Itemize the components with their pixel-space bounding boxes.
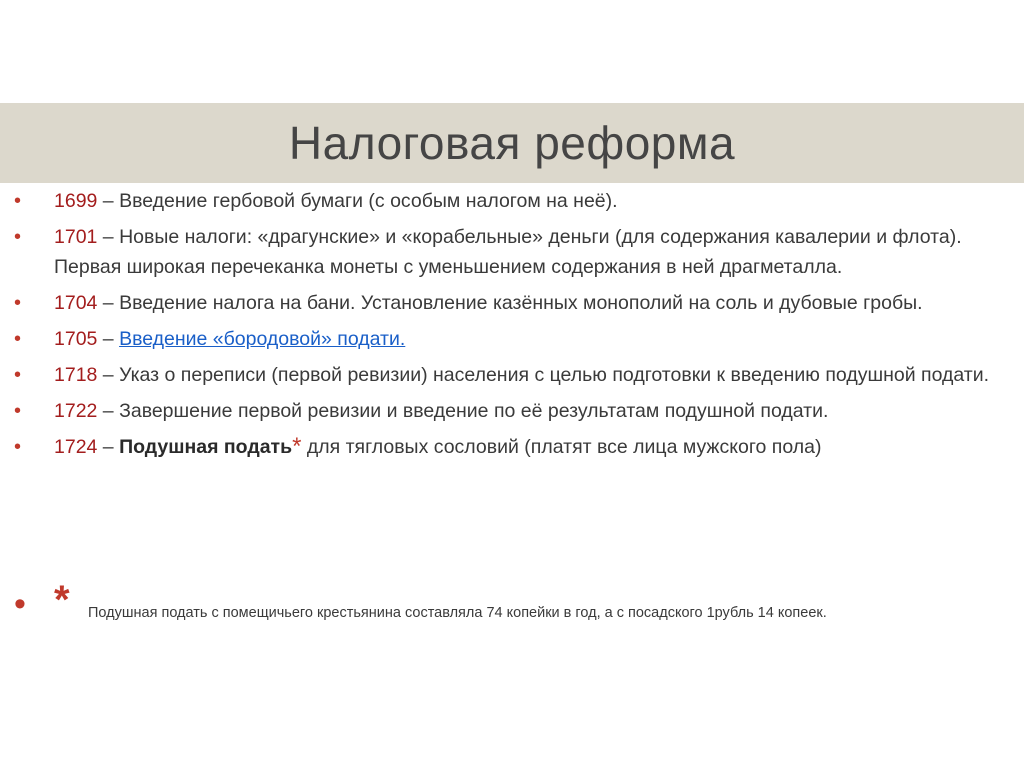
bullet-list (14, 186, 1004, 468)
separator: – (97, 328, 120, 350)
beard-tax-link[interactable]: Введение «бородовой» подати. (119, 328, 406, 350)
item-text: для тягловых сословий (платят все лица мужского пола) (301, 436, 822, 458)
bullet-icon: • (14, 400, 22, 422)
item-text: Новые налоги: «драгунские» и «корабельные» деньги (для содержания кавалерии и флота). Первая широкая перечеканка монеты с уменьшением содержания в ней драгметалла. (54, 226, 962, 278)
bullet-icon: • (14, 364, 22, 386)
year: 1699 (54, 190, 98, 212)
separator: – (97, 436, 120, 458)
bullet-icon: • (14, 292, 22, 314)
separator: – (97, 190, 120, 212)
asterisk-icon: * (54, 578, 70, 622)
item-text: Введение налога на бани. Установление казённых монополий на соль и дубовые гробы. (119, 292, 923, 314)
list-item (14, 396, 1004, 426)
list-item (14, 432, 1004, 462)
item-text: Завершение первой ревизии и введение по её результатам подушной подати. (119, 400, 829, 422)
separator: – (97, 400, 120, 422)
item-text: Введение гербовой бумаги (с особым налогом на неё). (119, 190, 618, 212)
year: 1724 (54, 436, 98, 458)
poll-tax-term: Подушная подать (119, 436, 293, 458)
year: 1722 (54, 400, 98, 422)
year: 1705 (54, 328, 98, 350)
year: 1704 (54, 292, 98, 314)
separator: – (97, 226, 120, 248)
year: 1701 (54, 226, 98, 248)
page-title: Налоговая реформа (288, 117, 736, 169)
bullet-icon: • (14, 585, 26, 623)
bullet-icon: • (14, 226, 22, 248)
list-item (14, 222, 1004, 282)
separator: – (97, 292, 120, 314)
item-text: Указ о переписи (первой ревизии) населения с целью подготовки к введению подушной подати. (119, 364, 990, 386)
year: 1718 (54, 364, 98, 386)
bullet-icon: • (14, 328, 22, 350)
bullet-icon: • (14, 190, 22, 212)
separator: – (97, 364, 120, 386)
list-item (14, 288, 1004, 318)
list-item (14, 324, 1004, 354)
list-item (14, 360, 1004, 390)
footnote-text: Подушная подать с помещичьего крестьянина составляла 74 копейки в год, а с посадского 1рубль 14 копеек. (88, 605, 827, 621)
list-item (14, 186, 1004, 216)
bullet-icon: • (14, 436, 22, 458)
footnote (14, 578, 1004, 633)
asterisk-icon: * (292, 433, 302, 460)
